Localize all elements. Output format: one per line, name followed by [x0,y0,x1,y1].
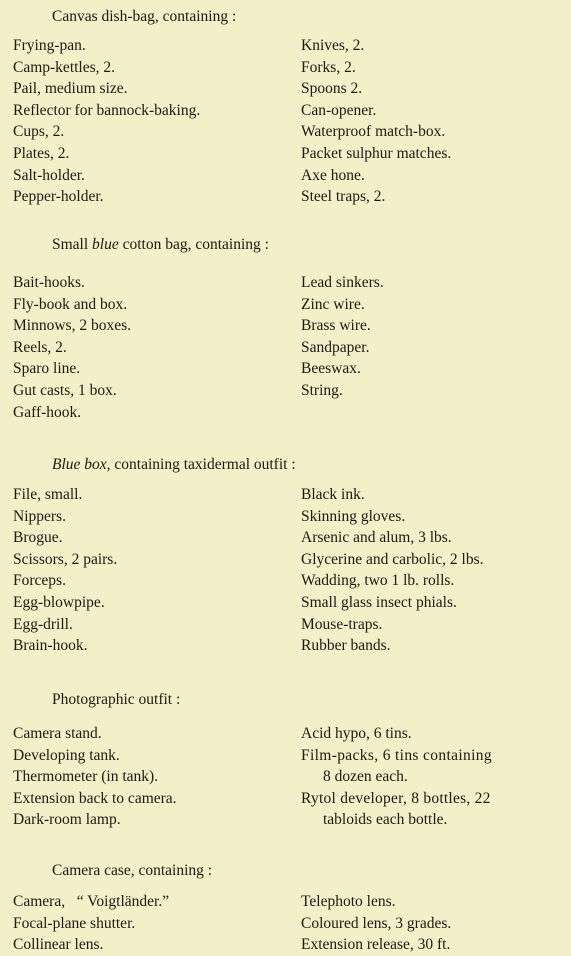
list-item: Reels, 2. [13,338,67,356]
list-item: Thermometer (in tank). [13,768,159,786]
list-item-continuation: 8 dozen each. [323,768,408,786]
list-item: Forks, 2. [301,58,356,76]
heading-text: Small [52,236,93,253]
list-item: Lead sinkers. [301,274,384,291]
item-list-right [301,723,492,831]
list-item: Scissors, 2 pairs. [13,550,118,568]
list-item: Coloured lens, 3 grades. [301,914,452,932]
section-heading: Photographic outfit : [52,691,181,708]
list-item: Nippers. [13,507,66,525]
list-item: String. [301,381,343,399]
list-item: Waterproof match-box. [301,123,446,141]
list-item: Acid hypo, 6 tins. [301,725,412,742]
list-item: Packet sulphur matches. [301,144,452,162]
list-item: Mouse-traps. [301,615,383,633]
list-item: Glycerine and carbolic, 2 lbs. [301,550,484,568]
list-item: Film-packs, 6 tins containing [301,746,492,764]
item-list-left [13,891,169,956]
list-item: Focal-plane shutter. [13,914,136,932]
heading-text: containing taxidermal outfit : [110,456,296,473]
list-item: Zinc wire. [301,295,365,313]
list-item: Dark-room lamp. [13,811,121,829]
list-item: Collinear lens. [13,936,104,954]
section-heading [52,236,269,254]
section-heading [52,456,296,474]
list-item: Beeswax. [301,360,361,378]
list-item: Wadding, two 1 lb. rolls. [301,572,455,590]
list-item: Can-opener. [301,101,377,119]
section-heading: Canvas dish-bag, containing : [52,8,237,25]
list-item: Fly-book and box. [13,295,128,313]
heading-emphasis: Blue box, [52,456,111,473]
list-item: Extension release, 30 ft. [301,936,451,954]
list-item: Forceps. [13,572,66,590]
list-item: Reflector for bannock-baking. [13,101,201,119]
list-item: Gut casts, 1 box. [13,381,117,399]
heading-emphasis: blue [92,236,119,253]
list-item: Brogue. [13,529,63,547]
list-item: Brass wire. [301,317,371,335]
list-item: Camera, “ Voigtländer.” [13,893,170,910]
list-item: Pepper-holder. [13,188,104,206]
list-item: Steel traps, 2. [301,188,386,206]
item-list-right [301,484,484,657]
list-item: Egg-blowpipe. [13,593,105,611]
list-item: File, small. [13,486,83,503]
list-item: Rytol developer, 8 bottles, 22 [301,789,491,807]
list-item: Gaff-hook. [13,403,82,421]
list-item: Axe hone. [301,166,365,184]
list-item: Sparo line. [13,360,81,378]
list-item: Frying-pan. [13,37,86,54]
item-list-left [13,272,131,423]
item-list-left [13,723,177,831]
list-item: Spoons 2. [301,80,363,98]
list-item: Black ink. [301,486,365,503]
list-item: Sandpaper. [301,338,370,356]
list-item: Developing tank. [13,746,120,764]
item-list-right [301,35,451,208]
list-item: Pail, medium size. [13,80,128,98]
list-item: Egg-drill. [13,615,73,633]
item-list-right [301,272,384,402]
list-item: Telephoto lens. [301,893,396,910]
heading-text: cotton bag, containing : [118,236,269,253]
item-list-left [13,484,117,657]
list-item: Camera stand. [13,725,102,742]
list-item: Bait-hooks. [13,274,85,291]
list-item: Knives, 2. [301,37,365,54]
list-item-continuation: tabloids each bottle. [323,811,448,829]
list-item: Extension back to camera. [13,789,177,807]
list-item: Minnows, 2 boxes. [13,317,131,335]
item-list-right [301,891,451,956]
list-item: Small glass insect phials. [301,593,457,611]
list-item: Plates, 2. [13,144,70,162]
list-item: Arsenic and alum, 3 lbs. [301,529,452,547]
list-item: Brain-hook. [13,637,88,655]
list-item: Cups, 2. [13,123,65,141]
list-item: Camp-kettles, 2. [13,58,116,76]
section-heading: Camera case, containing : [52,862,213,879]
item-list-left [13,35,200,208]
list-item: Skinning gloves. [301,507,406,525]
list-item: Salt-holder. [13,166,85,184]
list-item: Rubber bands. [301,637,391,655]
